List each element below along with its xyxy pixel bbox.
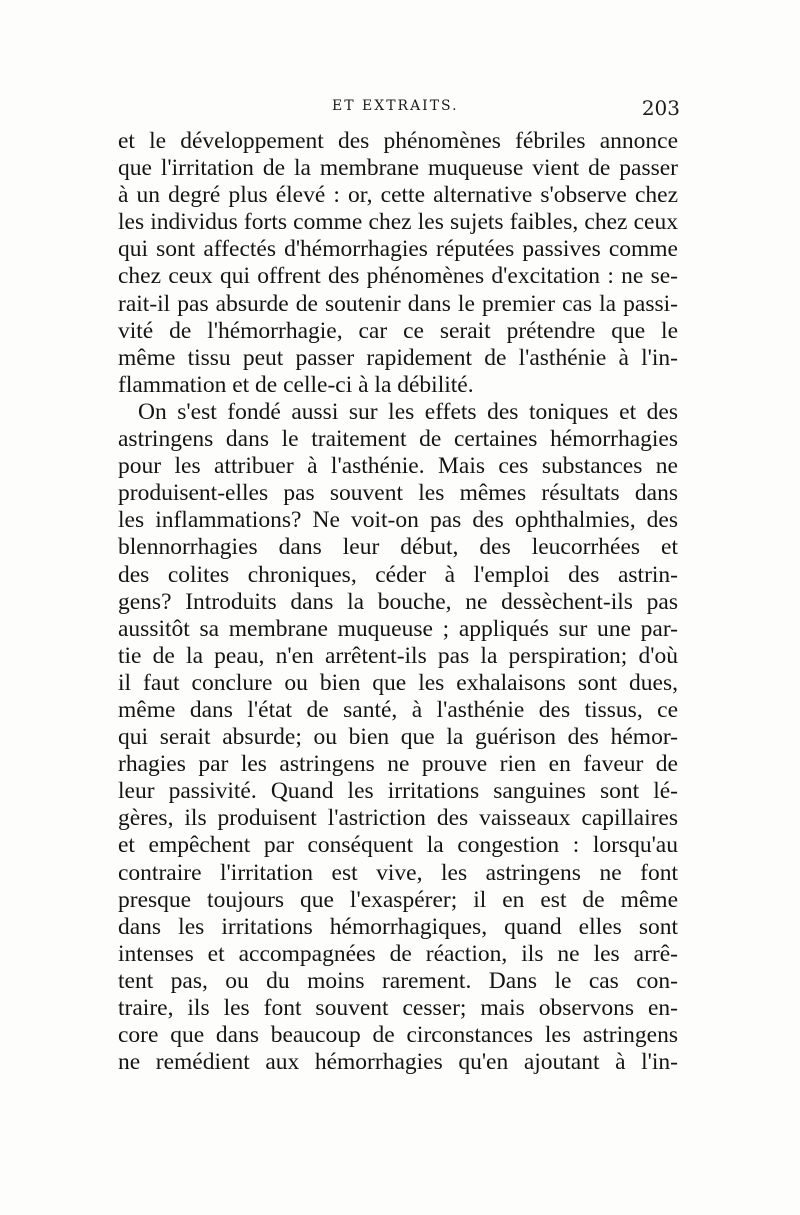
text-line: intenses et accompagnées de réaction, ils ne les arrê- bbox=[118, 940, 678, 967]
text-line: des colites chroniques, céder à l'emploi des astrin- bbox=[118, 561, 678, 588]
text-line: à un degré plus élevé : or, cette alternative s'observe chez bbox=[118, 182, 678, 209]
text-line: dans les irritations hémorrhagiques, quand elles sont bbox=[118, 913, 678, 940]
text-line: presque toujours que l'exaspérer; il en est de même bbox=[118, 886, 678, 913]
text-line: leur passivité. Quand les irritations sanguines sont lé- bbox=[118, 778, 678, 805]
text-line: qui serait absurde; ou bien que la guérison des hémor- bbox=[118, 724, 678, 751]
text-line: ne remédient aux hémorrhagies qu'en ajoutant à l'in- bbox=[118, 1049, 678, 1076]
text-line: et le développement des phénomènes fébriles annonce bbox=[118, 128, 678, 154]
text-line: les inflammations? Ne voit-on pas des ophthalmies, des bbox=[118, 507, 678, 534]
page-number: 203 bbox=[641, 96, 680, 120]
text-line: même tissu peut passer rapidement de l'asthénie à l'in- bbox=[118, 344, 678, 371]
text-line: aussitôt sa membrane muqueuse ; appliqués sur une par- bbox=[118, 615, 678, 642]
running-head: ET EXTRAITS. bbox=[332, 98, 459, 114]
text-line: core que dans beaucoup de circonstances les astringens bbox=[118, 1022, 678, 1049]
page-header bbox=[118, 96, 680, 126]
text-line: chez ceux qui offrent des phénomènes d'excitation : ne se- bbox=[118, 263, 678, 290]
text-line: et empêchent par conséquent la congestion : lorsqu'au bbox=[118, 832, 678, 859]
text-line: qui sont affectés d'hémorrhagies réputées passives comme bbox=[118, 236, 678, 263]
text-line: vité de l'hémorrhagie, car ce serait prétendre que le bbox=[118, 317, 678, 344]
text-line: il faut conclure ou bien que les exhalaisons sont dues, bbox=[118, 669, 678, 696]
text-line: les individus forts comme chez les sujets faibles, chez ceux bbox=[118, 209, 678, 236]
text-line: produisent-elles pas souvent les mêmes résultats dans bbox=[118, 480, 678, 507]
text-line: tent pas, ou du moins rarement. Dans le cas con- bbox=[118, 967, 678, 994]
paragraph-end-line: flammation et de celle-ci à la débilité. bbox=[118, 371, 474, 398]
text-line: rhagies par les astringens ne prouve rien en faveur de bbox=[118, 751, 678, 778]
text-line: gens? Introduits dans la bouche, ne dessèchent-ils pas bbox=[118, 588, 678, 615]
text-line: même dans l'état de santé, à l'asthénie des tissus, ce bbox=[118, 696, 678, 723]
text-line: rait-il pas absurde de soutenir dans le premier cas la passi- bbox=[118, 290, 678, 317]
text-line: pour les attribuer à l'asthénie. Mais ces substances ne bbox=[118, 453, 678, 480]
text-line: que l'irritation de la membrane muqueuse vient de passer bbox=[118, 155, 678, 182]
text-line: contraire l'irritation est vive, les astringens ne font bbox=[118, 859, 678, 886]
paragraph-start-line: On s'est fondé aussi sur les effets des toniques et des bbox=[138, 398, 678, 425]
text-line: gères, ils produisent l'astriction des vaisseaux capillaires bbox=[118, 805, 678, 832]
text-line: astringens dans le traitement de certaines hémorrhagies bbox=[118, 426, 678, 453]
text-line: blennorrhagies dans leur début, des leucorrhées et bbox=[118, 534, 678, 561]
text-line: tie de la peau, n'en arrêtent-ils pas la perspiration; d'où bbox=[118, 642, 678, 669]
body-text bbox=[118, 128, 678, 1076]
text-line: traire, ils les font souvent cesser; mais observons en- bbox=[118, 995, 678, 1021]
